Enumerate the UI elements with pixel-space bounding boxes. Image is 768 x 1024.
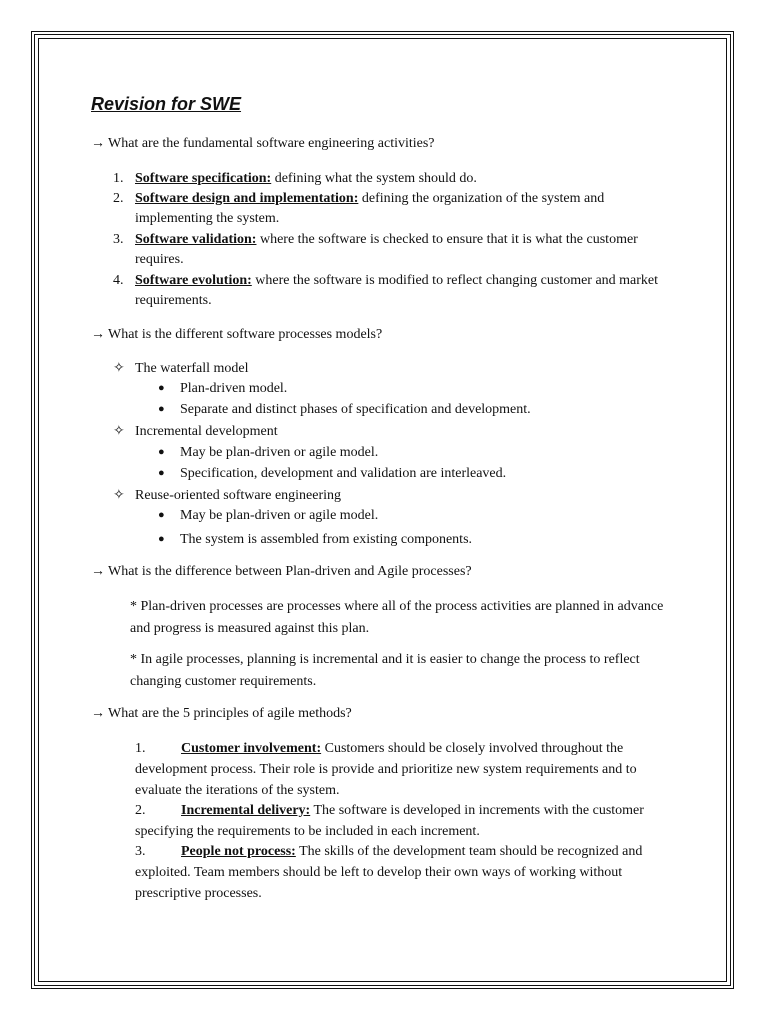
model-point (158, 402, 531, 418)
model-point (158, 381, 287, 397)
principle-item-3 (135, 841, 685, 904)
question-4-text: What are the 5 principles of agile methods? (108, 706, 352, 721)
question-1 (91, 136, 435, 152)
question-3-text: What is the difference between Plan-driven and Agile processes? (108, 564, 472, 579)
model-point (158, 532, 472, 548)
model-point-text: Plan-driven model. (180, 381, 288, 396)
activity-text: defining the organization of the system and implementing the system. (135, 191, 605, 226)
model-name: The waterfall model (135, 361, 249, 376)
model-point-text: Separate and distinct phases of specification and development. (180, 402, 531, 417)
principle-text: The skills of the development team should be recognized and exploited. Team members should be left to develop their own ways of working without prescriptive processes. (135, 844, 643, 901)
plan-driven-paragraph: * Plan-driven processes are processes where all of the process activities are planned in advance and progress is measured against this plan. (130, 599, 664, 636)
activity-text: where the software is checked to ensure that it is what the customer requires. (135, 232, 638, 267)
question-1-text: What are the fundamental software engineering activities? (108, 136, 435, 151)
activity-number: 4. (113, 273, 124, 288)
model-point-text: May be plan-driven or agile model. (180, 445, 379, 460)
model-item-2 (113, 423, 278, 440)
diamond-icon: ✧ (113, 424, 125, 439)
activity-item-1 (113, 169, 673, 189)
activity-term: Software evolution: (135, 273, 252, 288)
arrow-icon: → (91, 564, 105, 579)
model-point (158, 466, 506, 482)
principle-item-2 (135, 800, 685, 842)
model-point (158, 508, 378, 524)
activity-number: 1. (113, 171, 124, 186)
model-point-text: May be plan-driven or agile model. (180, 508, 379, 523)
diamond-icon: ✧ (113, 361, 125, 376)
bullet-icon: ● (158, 467, 165, 479)
principle-text: Customers should be closely involved throughout the development process. Their role is provide and prioritize new system requirements and to evaluate the iterations of the system. (135, 741, 637, 798)
principle-text: The software is developed in increments with the customer specifying the requirements to be included in each increment. (135, 803, 644, 839)
activity-text: where the software is modified to reflect changing customer and market requirements. (135, 273, 659, 308)
question-4 (91, 706, 352, 722)
model-point (158, 445, 378, 461)
arrow-icon: → (91, 706, 105, 721)
activity-number: 2. (113, 191, 124, 206)
activity-item-3 (113, 230, 673, 270)
arrow-icon: → (91, 327, 105, 342)
bullet-icon: ● (158, 446, 165, 458)
model-name: Incremental development (135, 424, 278, 439)
activity-term: Software validation: (135, 232, 257, 247)
activity-item-2 (113, 189, 673, 229)
principle-number: 2. (135, 803, 146, 818)
activity-text: defining what the system should do. (271, 171, 477, 186)
activity-item-4 (113, 271, 673, 311)
principle-term: Customer involvement: (181, 741, 322, 756)
model-point-text: The system is assembled from existing components. (180, 532, 473, 547)
principle-number: 1. (135, 741, 146, 756)
principle-term: Incremental delivery: (181, 803, 311, 818)
bullet-icon: ● (158, 509, 165, 521)
question-2 (91, 327, 382, 343)
activity-number: 3. (113, 232, 124, 247)
arrow-icon: → (91, 136, 105, 151)
activity-term: Software design and implementation: (135, 191, 359, 206)
principle-item-1 (135, 738, 685, 801)
model-item-1 (113, 360, 249, 377)
activity-term: Software specification: (135, 171, 272, 186)
bullet-icon: ● (158, 533, 165, 545)
question-3 (91, 564, 472, 580)
bullet-icon: ● (158, 403, 165, 415)
bullet-icon: ● (158, 382, 165, 394)
agile-paragraph: * In agile processes, planning is incremental and it is easier to change the process to reflect changing customer requirements. (130, 652, 640, 689)
principle-number: 3. (135, 844, 146, 859)
model-name: Reuse-oriented software engineering (135, 488, 342, 503)
document-title: Revision for SWE (91, 94, 242, 114)
model-item-3 (113, 487, 341, 504)
model-point-text: Specification, development and validation are interleaved. (180, 466, 507, 481)
question-2-text: What is the different software processes models? (108, 327, 383, 342)
diamond-icon: ✧ (113, 488, 125, 503)
principle-term: People not process: (181, 844, 296, 859)
